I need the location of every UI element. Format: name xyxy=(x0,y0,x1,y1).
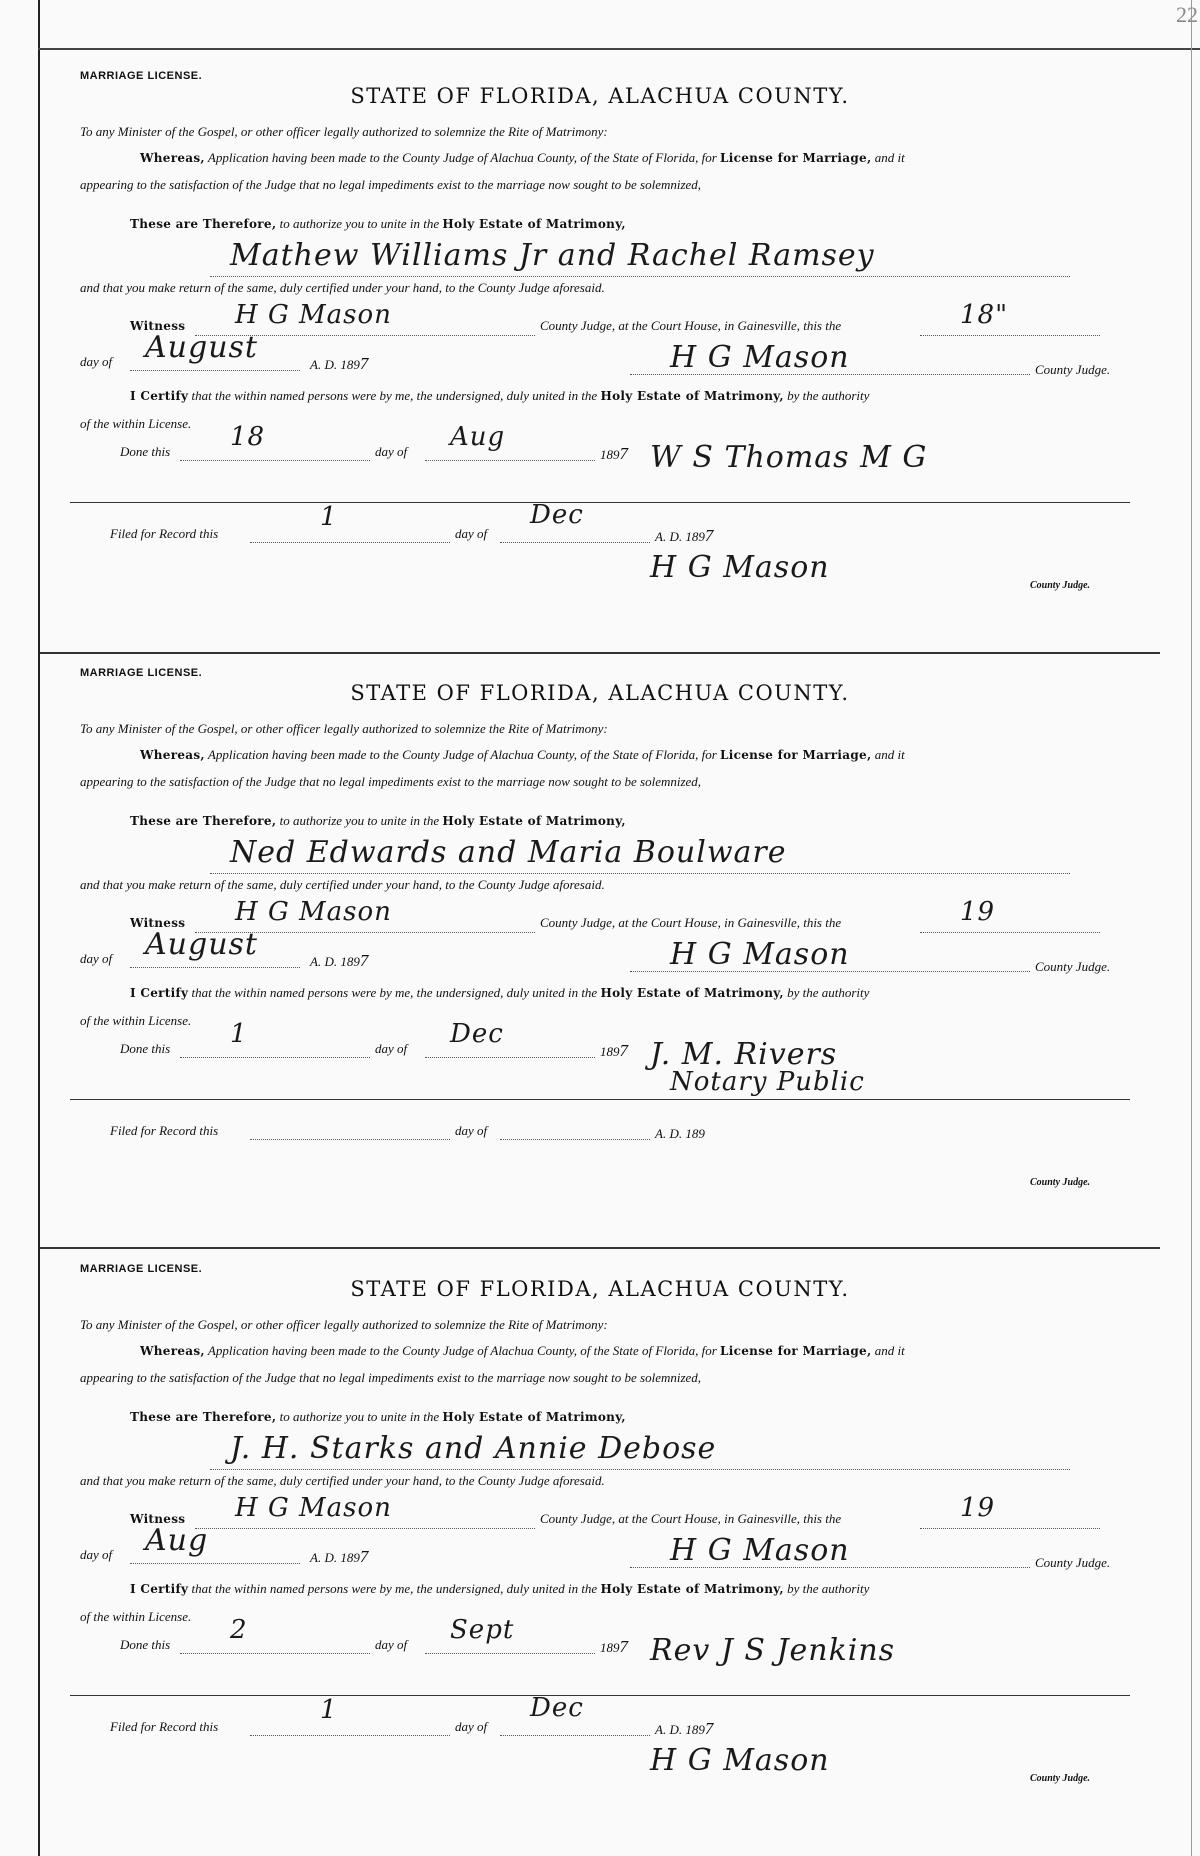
day-of-label: day of xyxy=(80,951,113,966)
filed-month: Dec xyxy=(530,500,584,530)
done-this-label: Done this xyxy=(120,1041,171,1056)
state-title: STATE OF FLORIDA, ALACHUA COUNTY. xyxy=(350,681,850,705)
these-line xyxy=(130,813,626,829)
done-year: 1897 xyxy=(600,1041,628,1060)
done-month: Sept xyxy=(450,1615,515,1645)
within-license: of the within License. xyxy=(80,1013,192,1028)
witness-day: 19 xyxy=(960,1493,996,1523)
done-month-line xyxy=(425,1057,595,1058)
filed-year-digit: 7 xyxy=(704,526,714,545)
certify-text: that the within named persons were by me, the undersigned, duly united in the xyxy=(191,1581,598,1596)
return-line: and that you make return of the same, duly certified under your hand, to the County Judge aforesaid. xyxy=(80,280,605,295)
done-year-digit: 7 xyxy=(619,1637,628,1656)
done-day-of: day of xyxy=(375,1041,408,1056)
done-month: Dec xyxy=(450,1019,504,1049)
witness-lead: Witness xyxy=(130,916,186,930)
judge-signature: H G Mason xyxy=(670,1533,850,1568)
done-day-line xyxy=(180,1057,370,1058)
license-month: August xyxy=(145,330,258,365)
certify-text: that the within named persons were by me, the undersigned, duly united in the xyxy=(191,388,598,403)
day-of-label: day of xyxy=(80,354,113,369)
witness-lead: Witness xyxy=(130,1512,186,1526)
within-license: of the within License. xyxy=(80,416,192,431)
filed-day-of: day of xyxy=(455,1719,488,1734)
filed-separator xyxy=(70,1695,1130,1696)
month-fill-line xyxy=(130,1563,300,1564)
witness-day-line xyxy=(920,335,1100,336)
filed-label: Filed for Record this xyxy=(110,1123,219,1138)
done-day: 2 xyxy=(230,1615,248,1645)
filed-year-digit: 7 xyxy=(704,1719,714,1738)
done-year-digit: 7 xyxy=(619,1041,628,1060)
year-digit: 7 xyxy=(359,354,369,373)
filed-day-line xyxy=(250,542,450,543)
license-header-label: MARRIAGE LICENSE. xyxy=(80,70,203,82)
couple-names: J. H. Starks and Annie Debose xyxy=(230,1431,717,1466)
witness-signature: H G Mason xyxy=(235,300,392,330)
done-month-line xyxy=(425,1653,595,1654)
filed-separator xyxy=(70,502,1130,503)
done-this-label: Done this xyxy=(120,444,171,459)
holy-estate-2: Holy Estate of Matrimony, xyxy=(600,986,784,1000)
witness-text: County Judge, at the Court House, in Gainesville, this the xyxy=(540,1511,842,1526)
names-fill-line xyxy=(210,276,1070,277)
these-lead: These are Therefore, xyxy=(130,217,277,231)
filed-day: 1 xyxy=(320,502,338,532)
witness-signature: H G Mason xyxy=(235,1493,392,1523)
judge-signature: H G Mason xyxy=(670,340,850,375)
names-fill-line xyxy=(210,1469,1070,1470)
whereas-text: Application having been made to the County Judge of Alachua County, of the State of Florida, for xyxy=(207,1343,717,1358)
filed-label: Filed for Record this xyxy=(110,1719,219,1734)
done-year: 1897 xyxy=(600,444,628,463)
page-left-edge xyxy=(38,0,40,1856)
certify-line xyxy=(130,1581,869,1597)
ad-year: A. D. 1897 xyxy=(310,354,369,373)
appearing-line: appearing to the satisfaction of the Judge that no legal impediments exist to the marriage now sought to be solemnized, xyxy=(80,774,702,789)
county-judge-label: County Judge. xyxy=(1035,1555,1111,1570)
filed-day: 1 xyxy=(320,1695,338,1725)
filed-month: Dec xyxy=(530,1693,584,1723)
filed-year: A. D. 189 xyxy=(655,1126,705,1141)
witness-fill-line xyxy=(195,1528,535,1529)
filed-day-of: day of xyxy=(455,526,488,541)
certify-lead: I Certify xyxy=(130,986,189,1000)
marriage-license xyxy=(70,1243,1130,1838)
judge-signature: H G Mason xyxy=(670,937,850,972)
within-license: of the within License. xyxy=(80,1609,192,1624)
witness-text: County Judge, at the Court House, in Gainesville, this the xyxy=(540,318,842,333)
county-judge-label: County Judge. xyxy=(1035,362,1111,377)
certify-line xyxy=(130,388,869,404)
address-line: To any Minister of the Gospel, or other officer legally authorized to solemnize the Rite of Matrimony: xyxy=(80,1317,608,1332)
ad-year: A. D. 1897 xyxy=(310,951,369,970)
done-this-label: Done this xyxy=(120,1637,171,1652)
filed-separator xyxy=(70,1099,1130,1100)
done-day-of: day of xyxy=(375,1637,408,1652)
filed-month-line xyxy=(500,542,650,543)
holy-estate: Holy Estate of Matrimony, xyxy=(442,1410,626,1424)
filed-day-line xyxy=(250,1735,450,1736)
license-for-marriage: License for Marriage, xyxy=(720,1344,872,1358)
county-judge-small: County Judge. xyxy=(1030,1773,1091,1784)
these-line xyxy=(130,216,626,232)
license-for-marriage: License for Marriage, xyxy=(720,151,872,165)
whereas-line xyxy=(140,747,905,763)
done-day: 18 xyxy=(230,422,266,452)
these-text: to authorize you to unite in the xyxy=(279,813,440,828)
return-line: and that you make return of the same, duly certified under your hand, to the County Judge aforesaid. xyxy=(80,877,605,892)
done-month: Aug xyxy=(450,422,506,452)
county-judge-label: County Judge. xyxy=(1035,959,1111,974)
year-digit: 7 xyxy=(359,951,369,970)
address-line: To any Minister of the Gospel, or other officer legally authorized to solemnize the Rite of Matrimony: xyxy=(80,124,608,139)
filed-year: A. D. 1897 xyxy=(655,526,714,545)
certify-end: by the authority xyxy=(787,1581,870,1596)
address-line: To any Minister of the Gospel, or other officer legally authorized to solemnize the Rite of Matrimony: xyxy=(80,721,608,736)
filed-day-of: day of xyxy=(455,1123,488,1138)
done-month-line xyxy=(425,460,595,461)
these-text: to authorize you to unite in the xyxy=(279,216,440,231)
license-header-label: MARRIAGE LICENSE. xyxy=(80,667,203,679)
whereas-line xyxy=(140,150,905,166)
filed-signature: H G Mason xyxy=(650,1743,830,1778)
month-fill-line xyxy=(130,967,300,968)
officiant-signature: J. M. Rivers xyxy=(650,1037,838,1072)
done-year-digit: 7 xyxy=(619,444,628,463)
these-lead: These are Therefore, xyxy=(130,1410,277,1424)
appearing-line: appearing to the satisfaction of the Judge that no legal impediments exist to the marriage now sought to be solemnized, xyxy=(80,177,702,192)
filed-month-line xyxy=(500,1735,650,1736)
holy-estate-2: Holy Estate of Matrimony, xyxy=(600,1582,784,1596)
witness-signature: H G Mason xyxy=(235,897,392,927)
whereas-end: and it xyxy=(874,150,905,165)
filed-month-line xyxy=(500,1139,650,1140)
return-line: and that you make return of the same, duly certified under your hand, to the County Judge aforesaid. xyxy=(80,1473,605,1488)
certify-text: that the within named persons were by me, the undersigned, duly united in the xyxy=(191,985,598,1000)
license-month: August xyxy=(145,927,258,962)
appearing-line: appearing to the satisfaction of the Judge that no legal impediments exist to the marriage now sought to be solemnized, xyxy=(80,1370,702,1385)
whereas-lead: Whereas, xyxy=(140,151,205,165)
marriage-license xyxy=(70,50,1130,645)
whereas-text: Application having been made to the County Judge of Alachua County, of the State of Florida, for xyxy=(207,150,717,165)
names-fill-line xyxy=(210,873,1070,874)
witness-day-line xyxy=(920,932,1100,933)
page-number: 22 xyxy=(1176,2,1198,27)
page-right-edge xyxy=(1191,0,1192,1856)
witness-day: 19 xyxy=(960,897,996,927)
holy-estate-2: Holy Estate of Matrimony, xyxy=(600,389,784,403)
these-lead: These are Therefore, xyxy=(130,814,277,828)
certify-lead: I Certify xyxy=(130,389,189,403)
officiant-title: Notary Public xyxy=(670,1067,865,1097)
filed-year: A. D. 1897 xyxy=(655,1719,714,1738)
state-title: STATE OF FLORIDA, ALACHUA COUNTY. xyxy=(350,84,850,108)
these-text: to authorize you to unite in the xyxy=(279,1409,440,1424)
whereas-lead: Whereas, xyxy=(140,1344,205,1358)
whereas-end: and it xyxy=(874,1343,905,1358)
witness-lead: Witness xyxy=(130,319,186,333)
officiant-signature: Rev J S Jenkins xyxy=(650,1633,896,1668)
witness-day-line xyxy=(920,1528,1100,1529)
couple-names: Ned Edwards and Maria Boulware xyxy=(230,835,787,870)
certify-end: by the authority xyxy=(787,388,870,403)
done-day-line xyxy=(180,1653,370,1654)
certify-lead: I Certify xyxy=(130,1582,189,1596)
done-year: 1897 xyxy=(600,1637,628,1656)
marriage-license xyxy=(70,647,1130,1242)
license-for-marriage: License for Marriage, xyxy=(720,748,872,762)
holy-estate: Holy Estate of Matrimony, xyxy=(442,217,626,231)
county-judge-small: County Judge. xyxy=(1030,580,1091,591)
these-line xyxy=(130,1409,626,1425)
whereas-end: and it xyxy=(874,747,905,762)
certify-line xyxy=(130,985,869,1001)
filed-day-line xyxy=(250,1139,450,1140)
whereas-text: Application having been made to the County Judge of Alachua County, of the State of Florida, for xyxy=(207,747,717,762)
month-fill-line xyxy=(130,370,300,371)
done-day-of: day of xyxy=(375,444,408,459)
done-day: 1 xyxy=(230,1019,248,1049)
license-month: Aug xyxy=(145,1523,209,1558)
holy-estate: Holy Estate of Matrimony, xyxy=(442,814,626,828)
witness-text: County Judge, at the Court House, in Gainesville, this the xyxy=(540,915,842,930)
filed-signature: H G Mason xyxy=(650,550,830,585)
filed-label: Filed for Record this xyxy=(110,526,219,541)
license-header-label: MARRIAGE LICENSE. xyxy=(80,1263,203,1275)
officiant-signature: W S Thomas M G xyxy=(650,440,928,475)
state-title: STATE OF FLORIDA, ALACHUA COUNTY. xyxy=(350,1277,850,1301)
whereas-lead: Whereas, xyxy=(140,748,205,762)
county-judge-small: County Judge. xyxy=(1030,1177,1091,1188)
couple-names: Mathew Williams Jr and Rachel Ramsey xyxy=(230,238,875,273)
whereas-line xyxy=(140,1343,905,1359)
year-digit: 7 xyxy=(359,1547,369,1566)
ad-year: A. D. 1897 xyxy=(310,1547,369,1566)
witness-day: 18" xyxy=(960,300,1009,330)
day-of-label: day of xyxy=(80,1547,113,1562)
certify-end: by the authority xyxy=(787,985,870,1000)
done-day-line xyxy=(180,460,370,461)
